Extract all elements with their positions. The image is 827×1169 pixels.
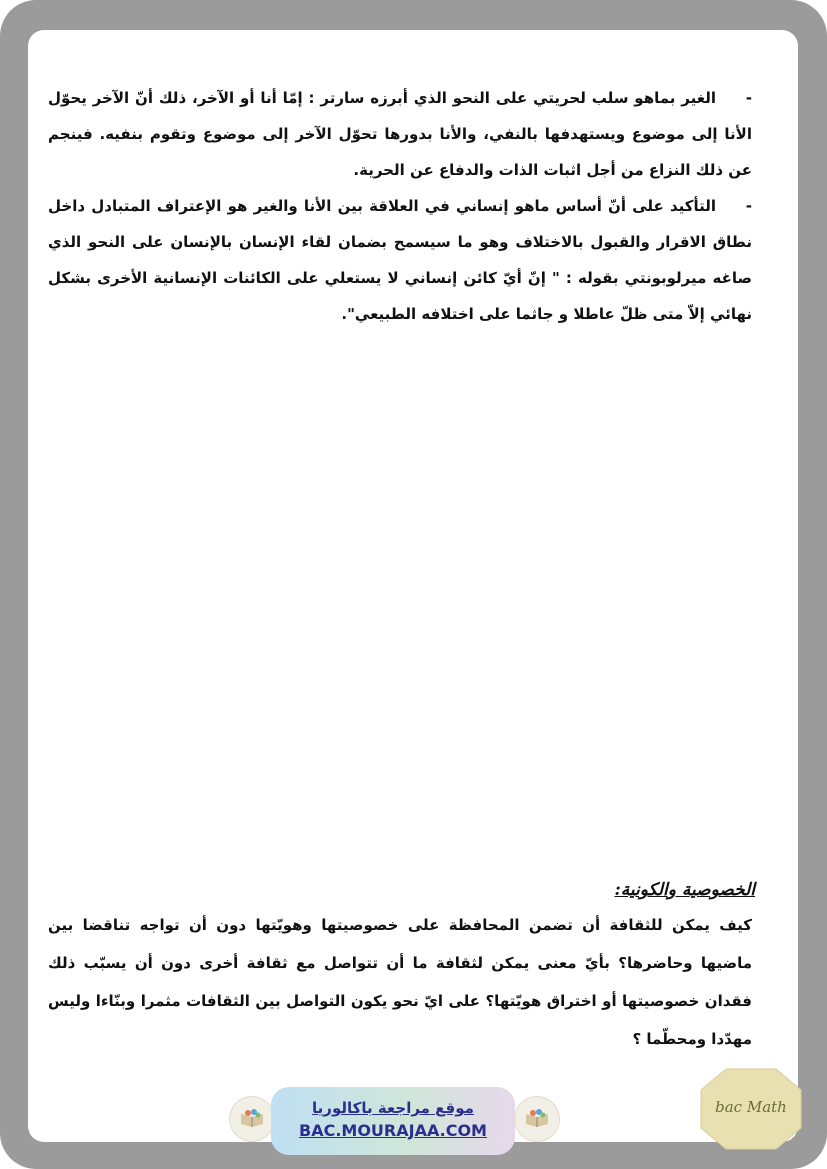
section-text: كيف يمكن للثقافة أن تضمن المحافظة على خصوصيتها وهويّتها دون أن تواجه تناقضا بين ماضيها وحاضرها؟ بأيّ معنى يمكن لثقافة ما أن تتواصل مع ثقافة أخرى دون أن يسبّب ذلك فقدان خصوصيتها أو اختراق هويّتها؟ على ايّ نحو يكون التواصل بين الثقافات مثمرا وبنّاءا وليس مهدّدا ومحطّما ؟ — [48, 916, 752, 1048]
bullet-2: - — [745, 197, 752, 215]
paragraph-1 — [48, 80, 752, 188]
bac-math-badge — [700, 1068, 802, 1150]
bac-math-label: bac Math — [715, 1098, 787, 1116]
book-icon — [239, 1108, 265, 1130]
site-logo-right — [514, 1096, 560, 1142]
section-heading: الخصوصية والكونية: — [614, 880, 755, 900]
site-logo-left — [229, 1096, 275, 1142]
site-url[interactable]: BAC.MOURAJAA.COM — [299, 1121, 487, 1140]
site-name[interactable]: موقع مراجعة باكالوريا — [312, 1099, 474, 1117]
bullet-1: - — [745, 89, 752, 107]
content-block — [48, 80, 752, 332]
site-badge[interactable] — [271, 1087, 515, 1155]
paragraph-1-text: الغير بماهو سلب لحريتي على النحو الذي أبرزه سارتر : إمّا أنا أو الآخر، ذلك أنّ الآخر يحوّل الأنا إلى موضوع ويستهدفها بالنفي، والأنا بدورها تحوّل الآخر إلى موضوع وتقوم بنفيه. فينجم عن ذلك النزاع من أجل اثبات الذات والدفاع عن الحرية. — [48, 89, 752, 179]
paragraph-2 — [48, 188, 752, 332]
paragraph-2-text: التأكيد على أنّ أساس ماهو إنساني في العلاقة بين الأنا والغير هو الإعتراف المتبادل داخل نطاق الاقرار والقبول بالاختلاف وهو ما سيسمح بضمان لقاء الإنسان بالإنسان على النحو الذي صاغه ميرلوبونتي بقوله : " إنّ أيّ كائن إنساني لا يستعلي على الكائنات الإنسانية الأخرى بشكل نهائي إلاّ متى ظلّ عاطلا و جاثما على اختلافه الطبيعي". — [48, 197, 752, 323]
book-icon — [524, 1108, 550, 1130]
